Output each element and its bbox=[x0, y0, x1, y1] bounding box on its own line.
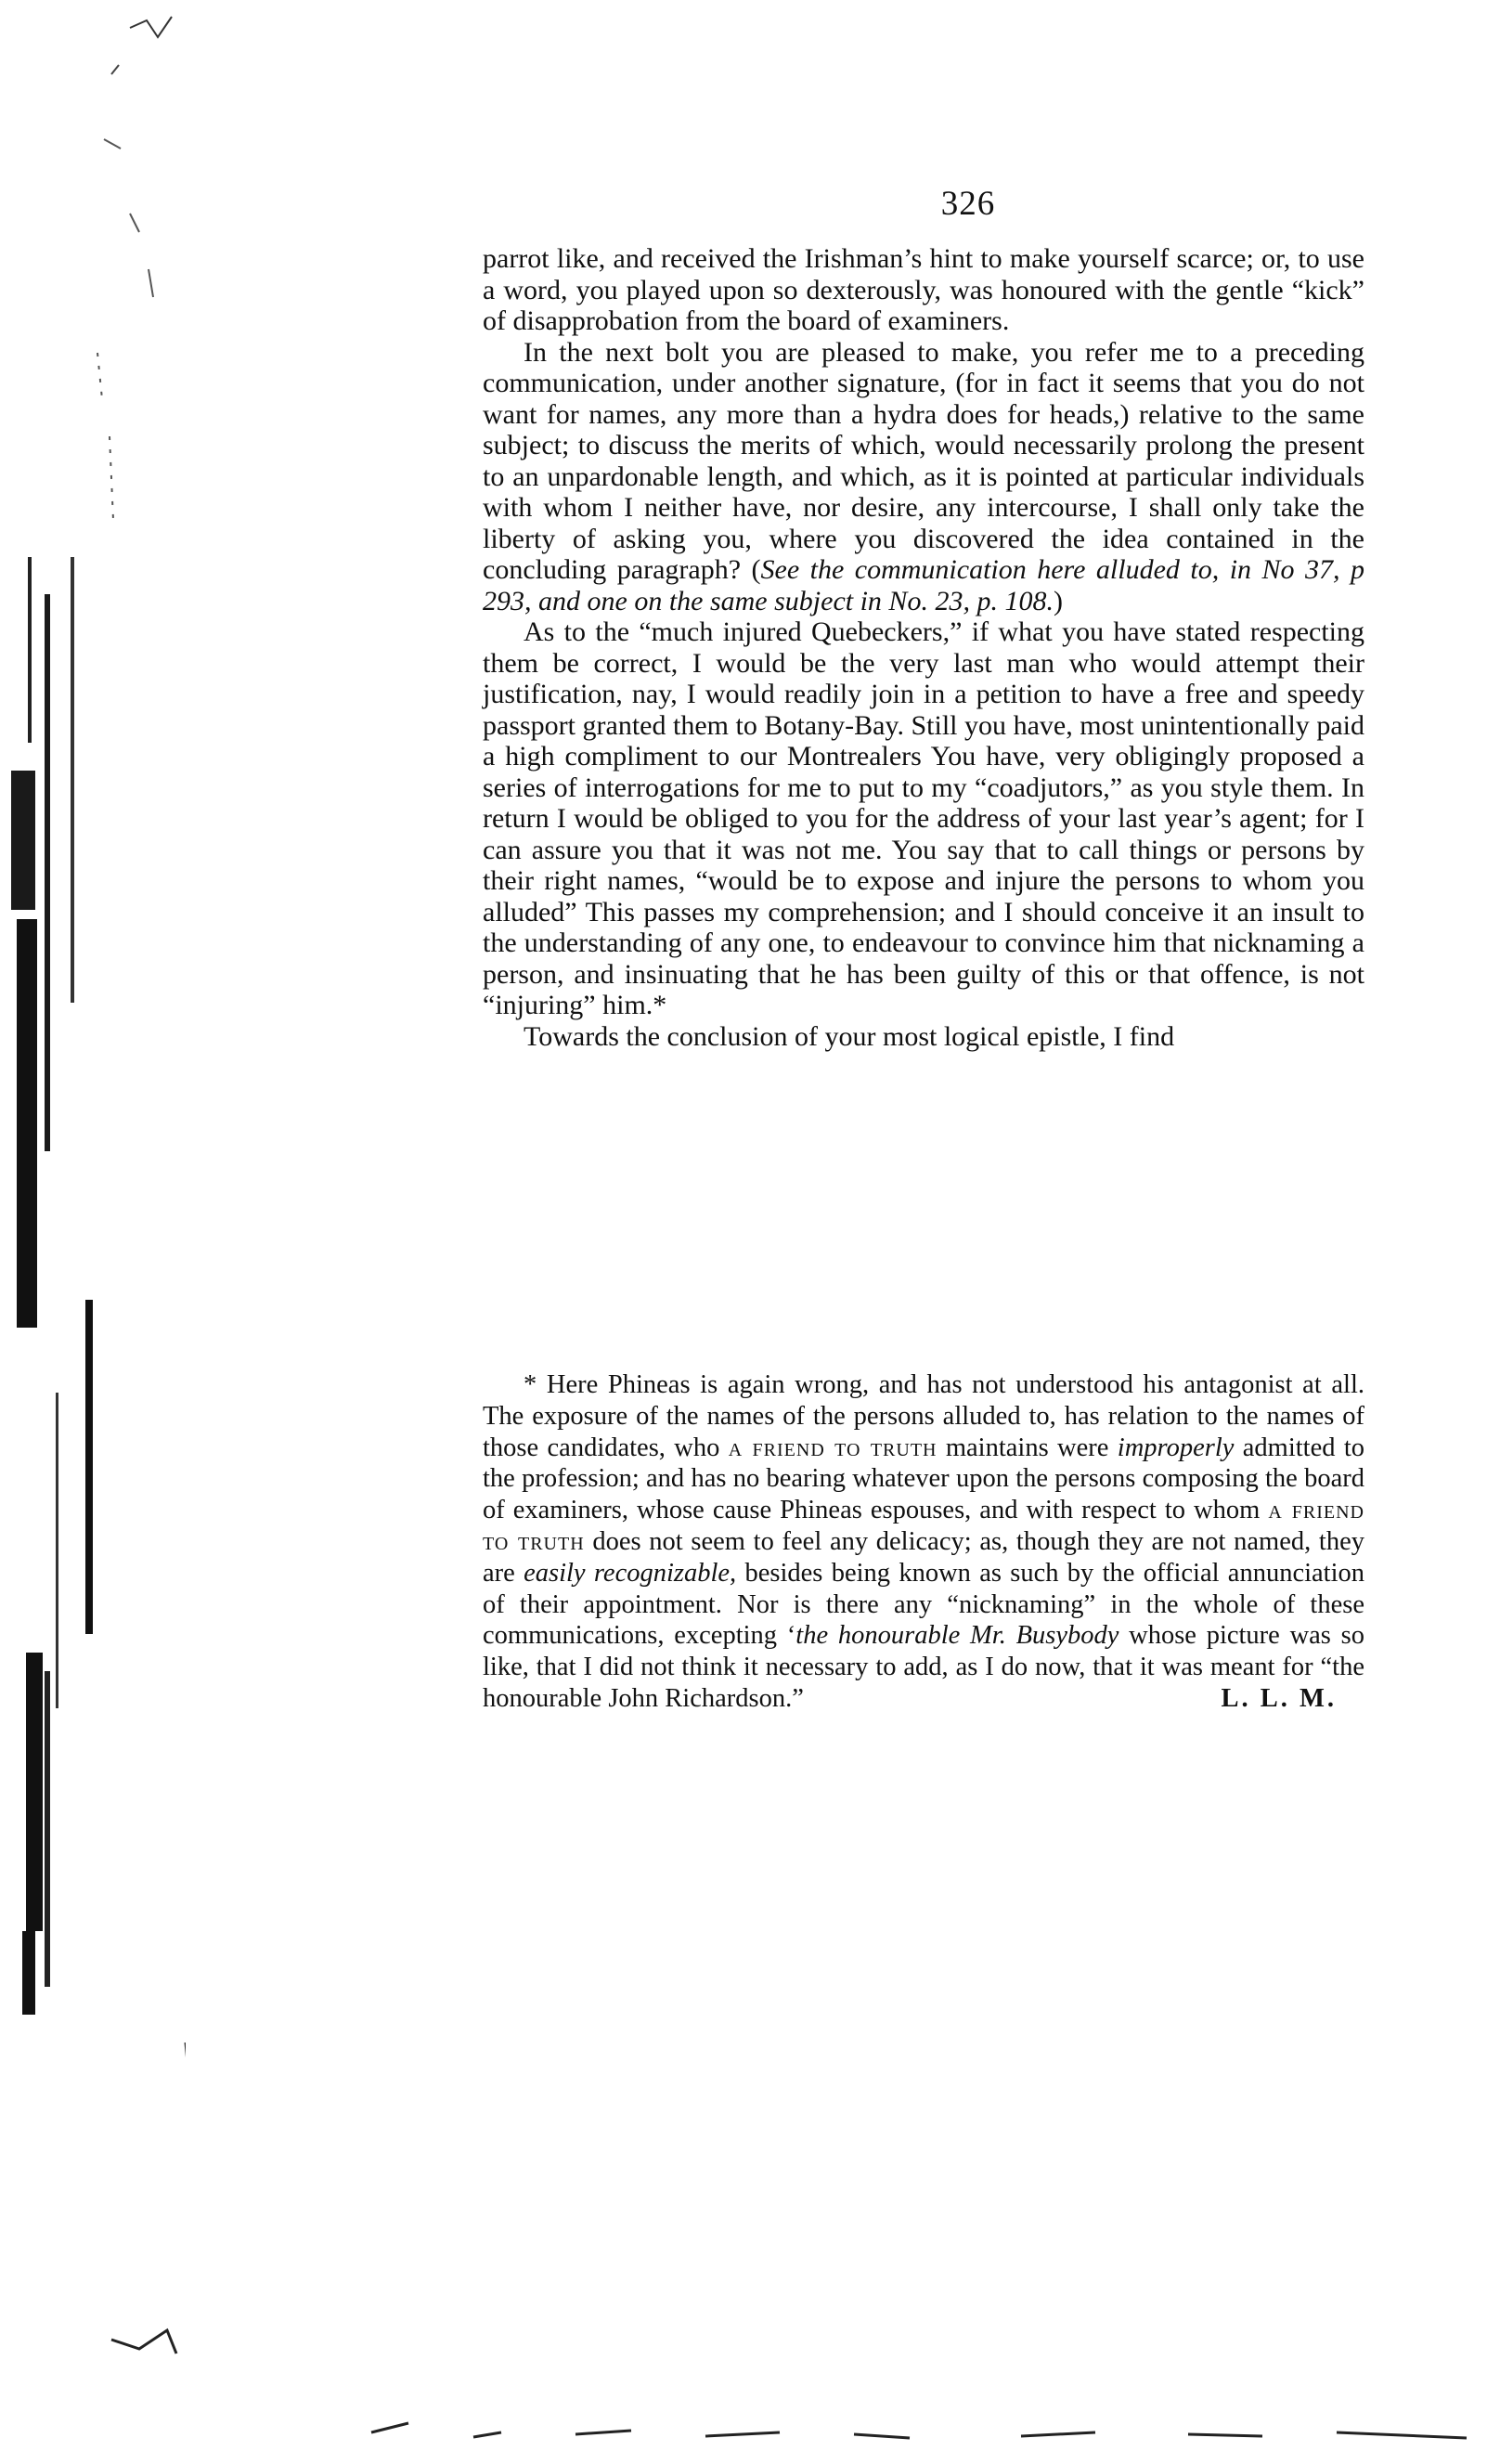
footnote-emphasis-3: the honourable Mr. Busybody bbox=[795, 1621, 1119, 1651]
footnote-emphasis-1: improperly bbox=[1117, 1433, 1235, 1462]
footnote-part-c: admitted to the profession; and has no bearing whatever upon the persons composing the board of examiners, whose cause Phineas espouses, and with respect to whom bbox=[483, 1433, 1365, 1525]
footnote-small-caps-1: a friend to truth bbox=[728, 1433, 938, 1462]
footnote-part-b: maintains were bbox=[945, 1433, 1109, 1462]
footnote-emphasis-2: easily recognizable, bbox=[524, 1558, 737, 1588]
signature: L. L. M. bbox=[1221, 1683, 1337, 1713]
paragraph-2 bbox=[483, 337, 1364, 617]
body-text bbox=[483, 243, 1364, 1052]
footnote-part-f: whose picture was so like, that I did not think it necessary to add, as I do now, that it was meant for “the honourable John Richardson.” bbox=[483, 1621, 1364, 1713]
footnote bbox=[483, 1369, 1364, 1715]
footnote-part-a: * Here Phineas is again wrong, and has not understood his antagonist at all. The exposure of the names of the persons alluded to, has relation to the names of those candidates, who bbox=[483, 1370, 1364, 1462]
paragraph-1: parrot like, and received the Irishman’s hint to make yourself scarce; or, to use a word, you played upon so dexterously, was honoured with the gentle “kick” of disapprobation from the board of examiners. bbox=[483, 243, 1364, 336]
footnote-small-caps-2: a friend to truth bbox=[483, 1496, 1364, 1556]
bottom-scan-marks bbox=[353, 2414, 1485, 2451]
footnote-part-e: besides being known as such by the official annunciation of their appointment. Nor is there any “nicknaming” in the whole of these communications, excepting ‘ bbox=[483, 1558, 1365, 1651]
paragraph-2-text: In the next bolt you are pleased to make, you refer me to a preceding communication, under another signature, (for in fact it seems that you do not want for names, any more than a hydra does for heads,) relative to the same subject; to discuss the merits of which, would necessarily prolong the present to an unpardonable length, and which, as it is pointed at particular individuals with whom I neither have, nor desire, any intercourse, I shall only take the liberty of asking you, where you discovered the idea contained in the concluding paragraph? ( bbox=[483, 336, 1364, 585]
binding-edge-artifacts bbox=[0, 0, 186, 2464]
page-number: 326 bbox=[940, 185, 996, 223]
paragraph-4: Towards the conclusion of your most logical epistle, I find bbox=[524, 1020, 1175, 1052]
paragraph-2-close: ) bbox=[1053, 585, 1063, 616]
paragraph-2-reference: See the communication here alluded to, in No 37, p 293, and one on the same subject in No. 23, p. 108. bbox=[483, 554, 1364, 616]
footnote-part-d: does not seem to feel any delicacy; as, though they are not named, they are bbox=[483, 1526, 1364, 1588]
paragraph-3: As to the “much injured Quebeckers,” if what you have stated respecting them be correct, I would be the very last man who would attempt their justification, nay, I would readily join in a petition to have a free and speedy passport granted them to Botany-Bay. Still you have, most unintentionally paid a high compliment to our Montrealers You have, very obligingly proposed a series of interrogations for me to put to my “coadjutors,” as you style them. In return I would be obliged to you for the address of your last year’s agent; for I can assure you that it was not me. You say that to call things or persons by their right names, “would be to expose and injure the persons to whom you alluded” This passes my comprehension; and I should conceive it an insult to the understanding of any one, to endeavour to convince him that nicknaming a person, and insinuating that he has been guilty of this or that offence, is not “injuring” him.* bbox=[483, 616, 1364, 1020]
